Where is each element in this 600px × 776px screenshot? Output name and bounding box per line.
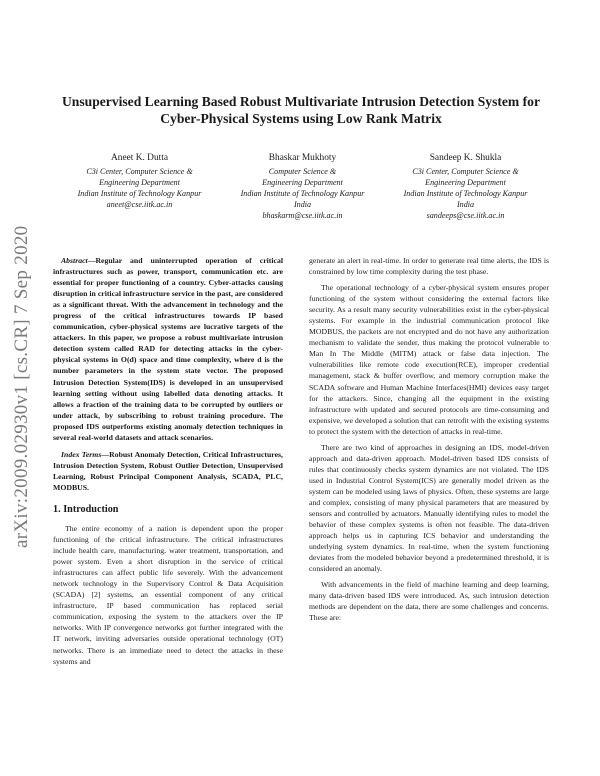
section-number: 1. [53,503,61,515]
author-email[interactable]: sandeeps@cse.iitk.ac.in [426,211,505,220]
section-title: Introduction [63,503,119,515]
author-name: Aneet K. Dutta [110,153,168,163]
author-affiliation-line: Indian Institute of Technology Kanpur [77,189,202,198]
author-name: Sandeep K. Shukla [429,153,502,163]
author-affiliation-line: C3i Center, Computer Science & [86,167,193,176]
author-3 [384,152,547,221]
abstract-label: Abstract [61,256,88,265]
author-block [58,152,548,232]
right-column [309,255,549,629]
author-affiliation-line: Computer Science & [268,167,337,176]
paragraph: The entire economy of a nation is dependent upon the proper functioning of the critical infrastructure. The critical infrastructures include health care, manufacturing, water treatment, transportation, and power system. Even a short disruption in the service of critical infrastructures can affect public life severely. With the advancement network technology in the Supervisory Control & Data Acquisition (SCADA) [2] systems, an essential component of any critical infrastructure, IP based communication has replaced serial communication, exposing the system to the attackers over the IP networks. With IP convergence networks got further integrated with the IT network, inviting adversaries outside operational technology (OT) networks. There is an immediate need to detect the attacks in these systems and [53,523,283,666]
paragraph: The operational technology of a cyber-physical system ensures proper functioning of the system without considering the external factors like security. As a result many security vulnerabilities exist in the cyber-physical systems. For example in the industrial communication protocol like MODBUS, the packets are not encrypted and do not have any authorization mechanism to validate the sender, thus making the protocol vulnerable to Man In The Middle (MITM) attack or false data injection. The vulnerabilities like remote code execution(RCE), improper credential management, stack & buffer overflow, and memory corruption make the SCADA software and Human Machine Interfaces(HMI) devices easy target for the attackers. Since, changing all the equipment in the existing infrastructure with updated and secured protocols are time-consuming and expensive, we developed a solution that can retrofit with the existing systems to protect the system with the detection of attacks in real-time. [309,283,549,436]
paragraph: generate an alert in real-time. In order to generate real time alerts, the IDS is constrained by low time complexity during the test phase. [309,256,549,277]
paragraph: With advancements in the field of machine learning and deep learning, many data-driven based IDS were introduced. As, such intrusion detection methods are dependent on the data, there are some challenges and concerns. These are: [309,580,549,623]
author-affiliation-line: Indian Institute of Technology Kanpur [240,189,365,198]
arxiv-identifier-stamp[interactable]: arXiv:2009.02930v1 [cs.CR] 7 Sep 2020 [11,225,32,548]
author-affiliation-line: India [456,200,475,209]
author-affiliation-line: Indian Institute of Technology Kanpur [403,189,528,198]
author-name: Bhaskar Mukhoty [268,153,337,163]
index-terms-text: —Robust Anomaly Detection, Critical Infrastructures, Intrusion Detection System, Robust Outlier Detection, Unsupervised Learning, Robust Principal Component Analysis, SCADA, PLC, MODBUS. [53,449,283,492]
paragraph: There are two kind of approaches in designing an IDS, model-driven approach and data-driven approach. Model-driven based IDS consists of rules that continuously checks system dynamics are not violated. The IDS used in Industrial Control System(ICS) are generally model driven as the system can be modeled using laws of physics. Often, these systems are large and complex, consisting of many physical parameters that are measured by sensors and controlled by actuators. Manually identifying rules to model the behavior of these complex systems is often not feasible. The data-driven approach helps us in capturing ICS behavior and understanding the underlying system dynamics. In real-time, when the system functioning deviates from the modeled behavior beyond a predetermined threshold, it is considered an anomaly. [309,442,549,574]
author-affiliation-line: Engineering Department [99,178,180,187]
author-affiliation-line: C3i Center, Computer Science & [412,167,519,176]
author-1 [58,152,221,210]
index-terms [53,449,283,493]
author-email[interactable]: bhaskarm@cse.iitk.ac.in [262,211,343,220]
abstract-text: —Regular and uninterrupted operation of critical infrastructures such as power, transport, communication etc. are essential for proper functioning of a country. Cyber-attacks causing disruption in critical infrastructure service in the past, are considered as a significant threat. With the advancement in technology and the progress of the critical infrastructures towards IP based communication, cyber-physical systems are lucrative targets of the attackers. In this paper, we propose a robust multivariate intrusion detection system called RAD for detecting attacks in the cyber-physical systems in O(d) space and time complexity, where d is the number parameters in the system state vector. The proposed Intrusion Detection System(IDS) is developed in an unsupervised learning setting without using labelled data denoting attacks. It allows a fraction of the training data to be corrupted by outliers or under attack, by subscribing to robust training procedure. The proposed IDS outperforms existing anomaly detection techniques in several real-world datasets and attack scenarios. [53,256,283,442]
left-column [53,255,283,672]
author-affiliation-line: Engineering Department [425,178,506,187]
section-heading-introduction [53,503,283,516]
author-affiliation-line: Engineering Department [262,178,343,187]
author-email[interactable]: aneet@cse.iitk.ac.in [106,200,173,209]
author-2 [221,152,384,221]
index-terms-label: Index Terms [61,449,102,459]
paper-title: Unsupervised Learning Based Robust Multivariate Intrusion Detection System for Cyber-Physical Systems using Low Rank Matrix [61,94,541,126]
abstract [53,255,283,443]
author-affiliation-line: India [293,200,312,209]
